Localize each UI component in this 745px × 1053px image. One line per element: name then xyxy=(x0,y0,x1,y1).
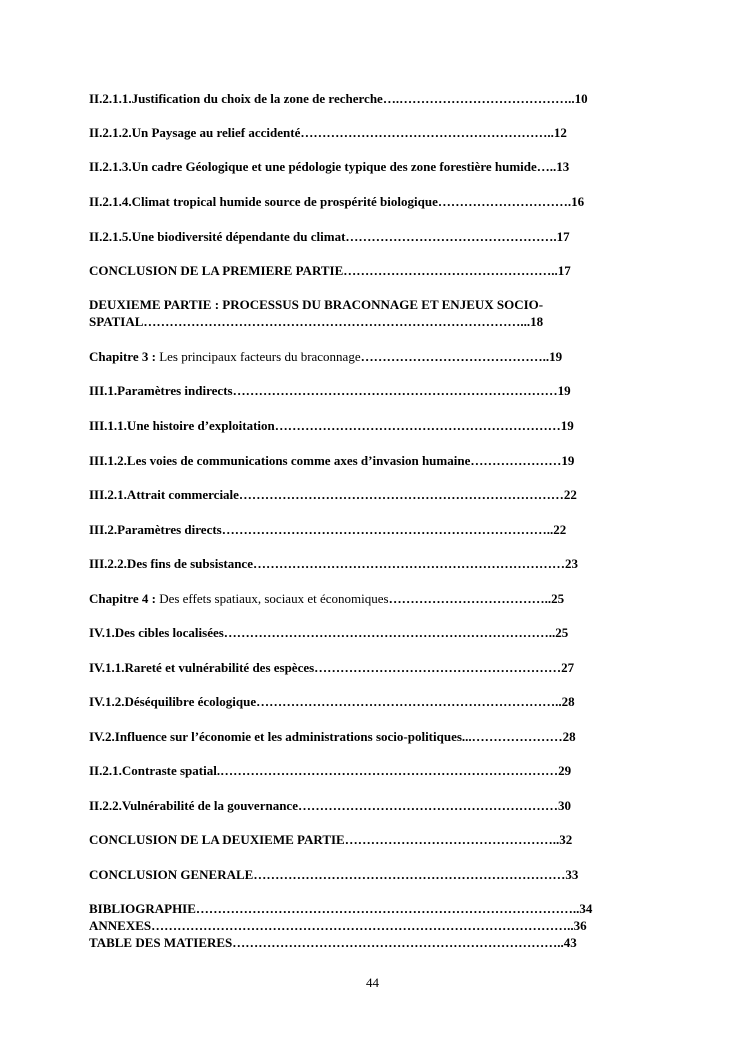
toc-entry: III.1.2.Les voies de communications comme axes d’invasion humaine…………………19 xyxy=(89,453,575,468)
toc-entry: CONCLUSION GENERALE………………………………………………………………33 xyxy=(89,867,579,882)
toc-entry: IV.1.Des cibles localisées…………………………………………………………………..25 xyxy=(89,625,569,640)
chapter-label: Chapitre 3 : xyxy=(89,349,160,364)
toc-entry: II.2.1.5.Une biodiversité dépendante du climat………………………………………….17 xyxy=(89,229,570,244)
toc-entry: III.2.1.Attrait commerciale…………………………………………………………………22 xyxy=(89,487,577,502)
toc-entry: II.2.1.3.Un cadre Géologique et une pédologie typique des zone forestière humide…..13 xyxy=(89,159,570,174)
toc-entry: II.2.1.1.Justification du choix de la zone de recherche….…………………………………..10 xyxy=(89,91,588,106)
toc-entry-chapter xyxy=(89,348,669,365)
toc-entry: III.2.2.Des fins de subsistance………………………………………………………………23 xyxy=(89,556,578,571)
toc-entry: II.2.2.Vulnérabilité de la gouvernance……………………………………………………30 xyxy=(89,798,571,813)
chapter-title: Des effets spatiaux, sociaux et économiques xyxy=(159,591,389,606)
toc-entry: III.1.1.Une histoire d’exploitation…………………………………………………………19 xyxy=(89,418,574,433)
toc-entry: III.1.Paramètres indirects…………………………………………………………………19 xyxy=(89,383,571,398)
toc-entry: ANNEXES……………………………………………………………………………………..36 xyxy=(89,918,587,933)
toc-entry: II.2.1.Contraste spatial.……………………………………………………………………29 xyxy=(89,763,572,778)
toc-entry-chapter xyxy=(89,590,669,607)
chapter-title: Les principaux facteurs du braconnage xyxy=(159,349,361,364)
toc-entry: II.2.1.4.Climat tropical humide source de prospérité biologique………………………….16 xyxy=(89,194,585,209)
toc-entry: IV.2.Influence sur l’économie et les administrations socio-politiques...…………………28 xyxy=(89,729,576,744)
toc-entry: IV.1.1.Rareté et vulnérabilité des espèces…………………………………………………27 xyxy=(89,660,575,675)
toc-entry: CONCLUSION DE LA PREMIERE PARTIE…………………………………………..17 xyxy=(89,263,571,278)
toc-entry-part-title: DEUXIEME PARTIE : PROCESSUS DU BRACONNAGE ET ENJEUX SOCIO-SPATIAL……………………………………………………………………………...18 xyxy=(89,297,544,329)
toc-entry: III.2.Paramètres directs…………………………………………………………………..22 xyxy=(89,522,567,537)
toc-entry: II.2.1.2.Un Paysage au relief accidenté…………………………………………………..12 xyxy=(89,125,567,140)
toc-entry: BIBLIOGRAPHIE……………………………………………………………………………..34 xyxy=(89,901,593,916)
toc-entry: TABLE DES MATIERES…………………………………………………………………..43 xyxy=(89,935,577,950)
page-number: 44 xyxy=(366,975,379,990)
chapter-leader: ……………………………………..19 xyxy=(360,349,563,364)
toc-entry: IV.1.2.Déséquilibre écologique……………………………………………………………..28 xyxy=(89,694,575,709)
chapter-leader: ………………………………..25 xyxy=(388,591,565,606)
chapter-label: Chapitre 4 : xyxy=(89,591,160,606)
toc-entry: CONCLUSION DE LA DEUXIEME PARTIE…………………………………………..32 xyxy=(89,832,573,847)
